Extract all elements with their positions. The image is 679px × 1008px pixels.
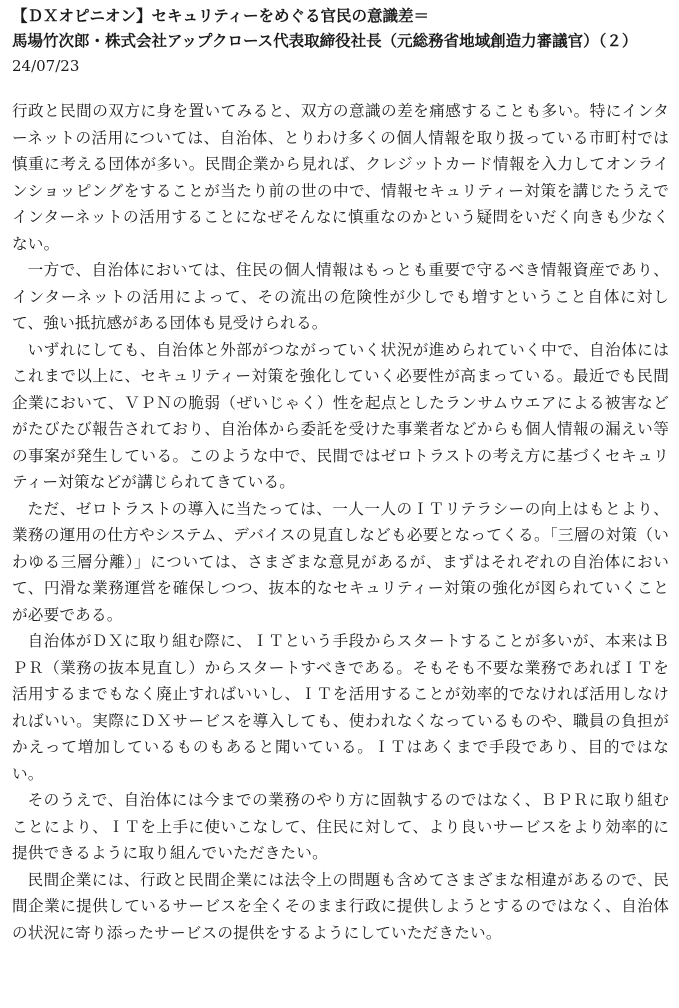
paragraph-4: ただ、ゼロトラストの導入に当たっては、一人一人のＩＴリテラシーの向上はもとより、業務の運用の仕方やシステム、デバイスの見直しなども必要となってくる。「三層の対策（いわゆる三層分離）」については、さまざまな意見があるが、まずはそれぞれの自治体において、円滑な業務運営を確保しつつ、抜本的なセキュリティー対策の強化が図られていくことが必要である。 (12, 499, 669, 624)
article-body (12, 98, 669, 946)
paragraph-5: 自治体がＤＸに取り組む際に、ＩＴという手段からスタートすることが多いが、本来はＢＰＲ（業務の抜本見直し）からスタートすべきである。そもそも不要な業務であればＩＴを活用するまでもなく廃止すればいいし、ＩＴを活用することが効率的でなければ活用しなければいい。実際にＤＸサービスを導入しても、使われなくなっているものや、職員の負担がかえって増加しているものもあると聞いている。ＩＴはあくまで手段であり、目的ではない。 (12, 632, 669, 783)
paragraph-7: 民間企業には、行政と民間企業には法令上の問題も含めてさまざまな相違があるので、民間企業に提供しているサービスを全くそのまま行政に提供しようとするのではなく、自治体の状況に寄り添ったサービスの提供をするようにしていただきたい。 (12, 870, 669, 942)
paragraph-6: そのうえで、自治体には今までの業務のやり方に固執するのではなく、ＢＰＲに取り組むことにより、ＩＴを上手に使いこなして、住民に対して、より良いサービスをより効率的に提供できるように取り組んでいただきたい。 (12, 791, 669, 862)
paragraph-1: 行政と民間の双方に身を置いてみると、双方の意識の差を痛感することも多い。特にインターネットの活用については、自治体、とりわけ多くの個人情報を取り扱っている市町村では慎重に考える団体が多い。民間企業から見れば、クレジットカード情報を入力してオンラインショッピングをすることが当たり前の世の中で、情報セキュリティー対策を講じたうえでインターネットの活用することになぜそんなに慎重なのかという疑問をいだく向きも少なくない。 (12, 102, 669, 253)
paragraph-3: いずれにしても、自治体と外部がつながっていく状況が進められていく中で、自治体にはこれまで以上に、セキュリティー対策を強化していく必要性が高まっている。最近でも民間企業において、ＶＰＮの脆弱（ぜいじゃく）性を起点としたランサムウエアによる被害などがたびたび報告されており、自治体から委託を受けた事業者などからも個人情報の漏えい等の事案が発生している。このような中で、民間ではゼロトラストの考え方に基づくセキュリティー対策などが講じられてきている。 (12, 340, 669, 491)
article-title-line-1: 【ＤＸオピニオン】セキュリティーをめぐる官民の意識差＝ (12, 7, 429, 25)
article-title-line-2: 馬場竹次郎・株式会社アップクロース代表取締役社長（元総務省地域創造力審議官）（２） (12, 32, 638, 50)
article-date: 24/07/23 (12, 57, 80, 75)
paragraph-2: 一方で、自治体においては、住民の個人情報はもっとも重要で守るべき情報資産であり、インターネットの活用によって、その流出の危険性が少しでも増すということ自体に対して、強い抵抗感がある団体も見受けられる。 (12, 261, 669, 332)
